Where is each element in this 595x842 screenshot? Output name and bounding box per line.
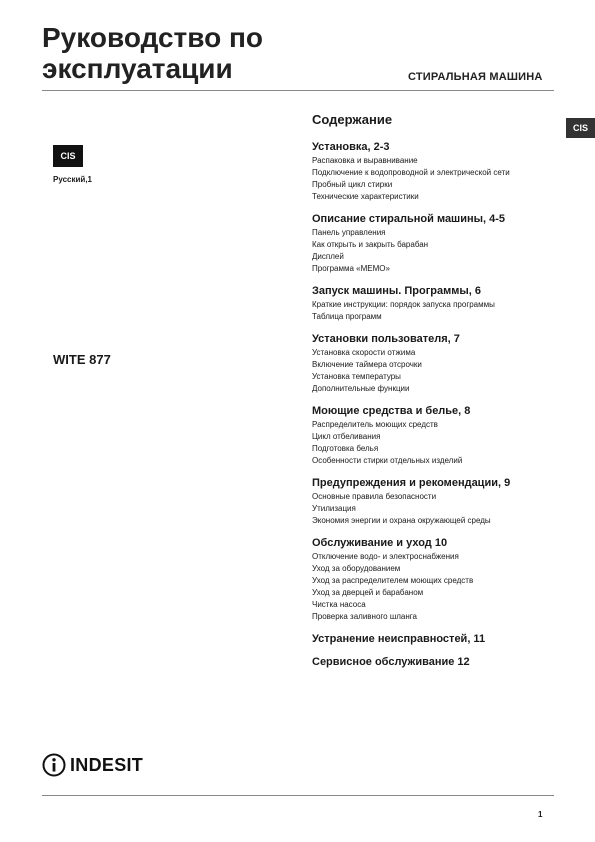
toc-item: Включение таймера отсрочки: [312, 360, 422, 369]
toc-title: Содержание: [312, 112, 393, 127]
toc-item: Подключение к водопроводной и электрической сети: [312, 168, 510, 177]
indesit-logo-icon: [42, 753, 66, 777]
toc-item: Отключение водо- и электроснабжения: [312, 552, 459, 561]
language-label: Русский,1: [53, 175, 92, 184]
toc-item: Основные правила безопасности: [312, 492, 437, 501]
toc-item: Панель управления: [312, 228, 386, 237]
toc-section: [312, 332, 562, 395]
toc-item: Установка скорости отжима: [312, 348, 416, 357]
toc-item: Уход за распределителем моющих средств: [312, 576, 474, 585]
toc-item: Особенности стирки отдельных изделий: [312, 456, 463, 465]
toc-item: Дисплей: [312, 252, 344, 261]
toc-section: [312, 140, 562, 203]
header-divider: [42, 90, 554, 91]
page-number: 1: [538, 810, 543, 819]
toc-item: Уход за оборудованием: [312, 564, 401, 573]
toc-item: Дополнительные функции: [312, 384, 410, 393]
brand-logo-text: INDESIT: [70, 754, 144, 775]
toc-item: Таблица программ: [312, 312, 382, 321]
title-line-2: эксплуатации: [42, 53, 233, 84]
table-of-contents: [312, 112, 562, 678]
toc-section-heading: Предупреждения и рекомендации, 9: [312, 477, 511, 489]
side-region-tab: CIS: [566, 118, 595, 138]
toc-section-heading: Устранение неисправностей, 11: [312, 633, 486, 645]
toc-item: Краткие инструкции: порядок запуска программы: [312, 300, 495, 309]
footer-divider: [42, 795, 554, 796]
toc-section-heading: Сервисное обслуживание 12: [312, 656, 470, 668]
toc-item: Программа «МЕМО»: [312, 264, 390, 273]
toc-section-heading: Моющие средства и белье, 8: [312, 405, 471, 417]
toc-item: Проверка заливного шланга: [312, 612, 417, 621]
toc-section-heading: Установка, 2-3: [312, 141, 390, 153]
toc-section: [312, 536, 562, 623]
toc-item: Уход за дверцей и барабаном: [312, 588, 424, 597]
toc-item: Экономия энергии и охрана окружающей среды: [312, 516, 491, 525]
toc-item: Как открыть и закрыть барабан: [312, 240, 429, 249]
title-line-1: Руководство по: [42, 22, 264, 53]
model-label: WITE 877: [53, 352, 111, 367]
brand-logo: [42, 753, 143, 777]
toc-section-heading: Установки пользователя, 7: [312, 333, 460, 345]
toc-item: Чистка насоса: [312, 600, 366, 609]
document-title: [42, 22, 263, 84]
toc-section-heading: Обслуживание и уход 10: [312, 537, 448, 549]
toc-section-heading: Запуск машины. Программы, 6: [312, 285, 482, 297]
toc-section: [312, 655, 562, 669]
region-badge: CIS: [53, 145, 83, 167]
toc-section-heading: Описание стиральной машины, 4-5: [312, 213, 506, 225]
toc-section: [312, 212, 562, 275]
toc-item: Утилизация: [312, 504, 356, 513]
toc-section: [312, 404, 562, 467]
toc-item: Подготовка белья: [312, 444, 379, 453]
toc-item: Установка температуры: [312, 372, 401, 381]
toc-item: Цикл отбеливания: [312, 432, 381, 441]
toc-item: Распределитель моющих средств: [312, 420, 438, 429]
document-subtitle: СТИРАЛЬНАЯ МАШИНА: [408, 71, 543, 83]
toc-section: [312, 476, 562, 527]
toc-item: Технические характеристики: [312, 192, 419, 201]
toc-item: Распаковка и выравнивание: [312, 156, 418, 165]
toc-item: Пробный цикл стирки: [312, 180, 393, 189]
toc-section: [312, 632, 562, 646]
toc-section: [312, 284, 562, 323]
